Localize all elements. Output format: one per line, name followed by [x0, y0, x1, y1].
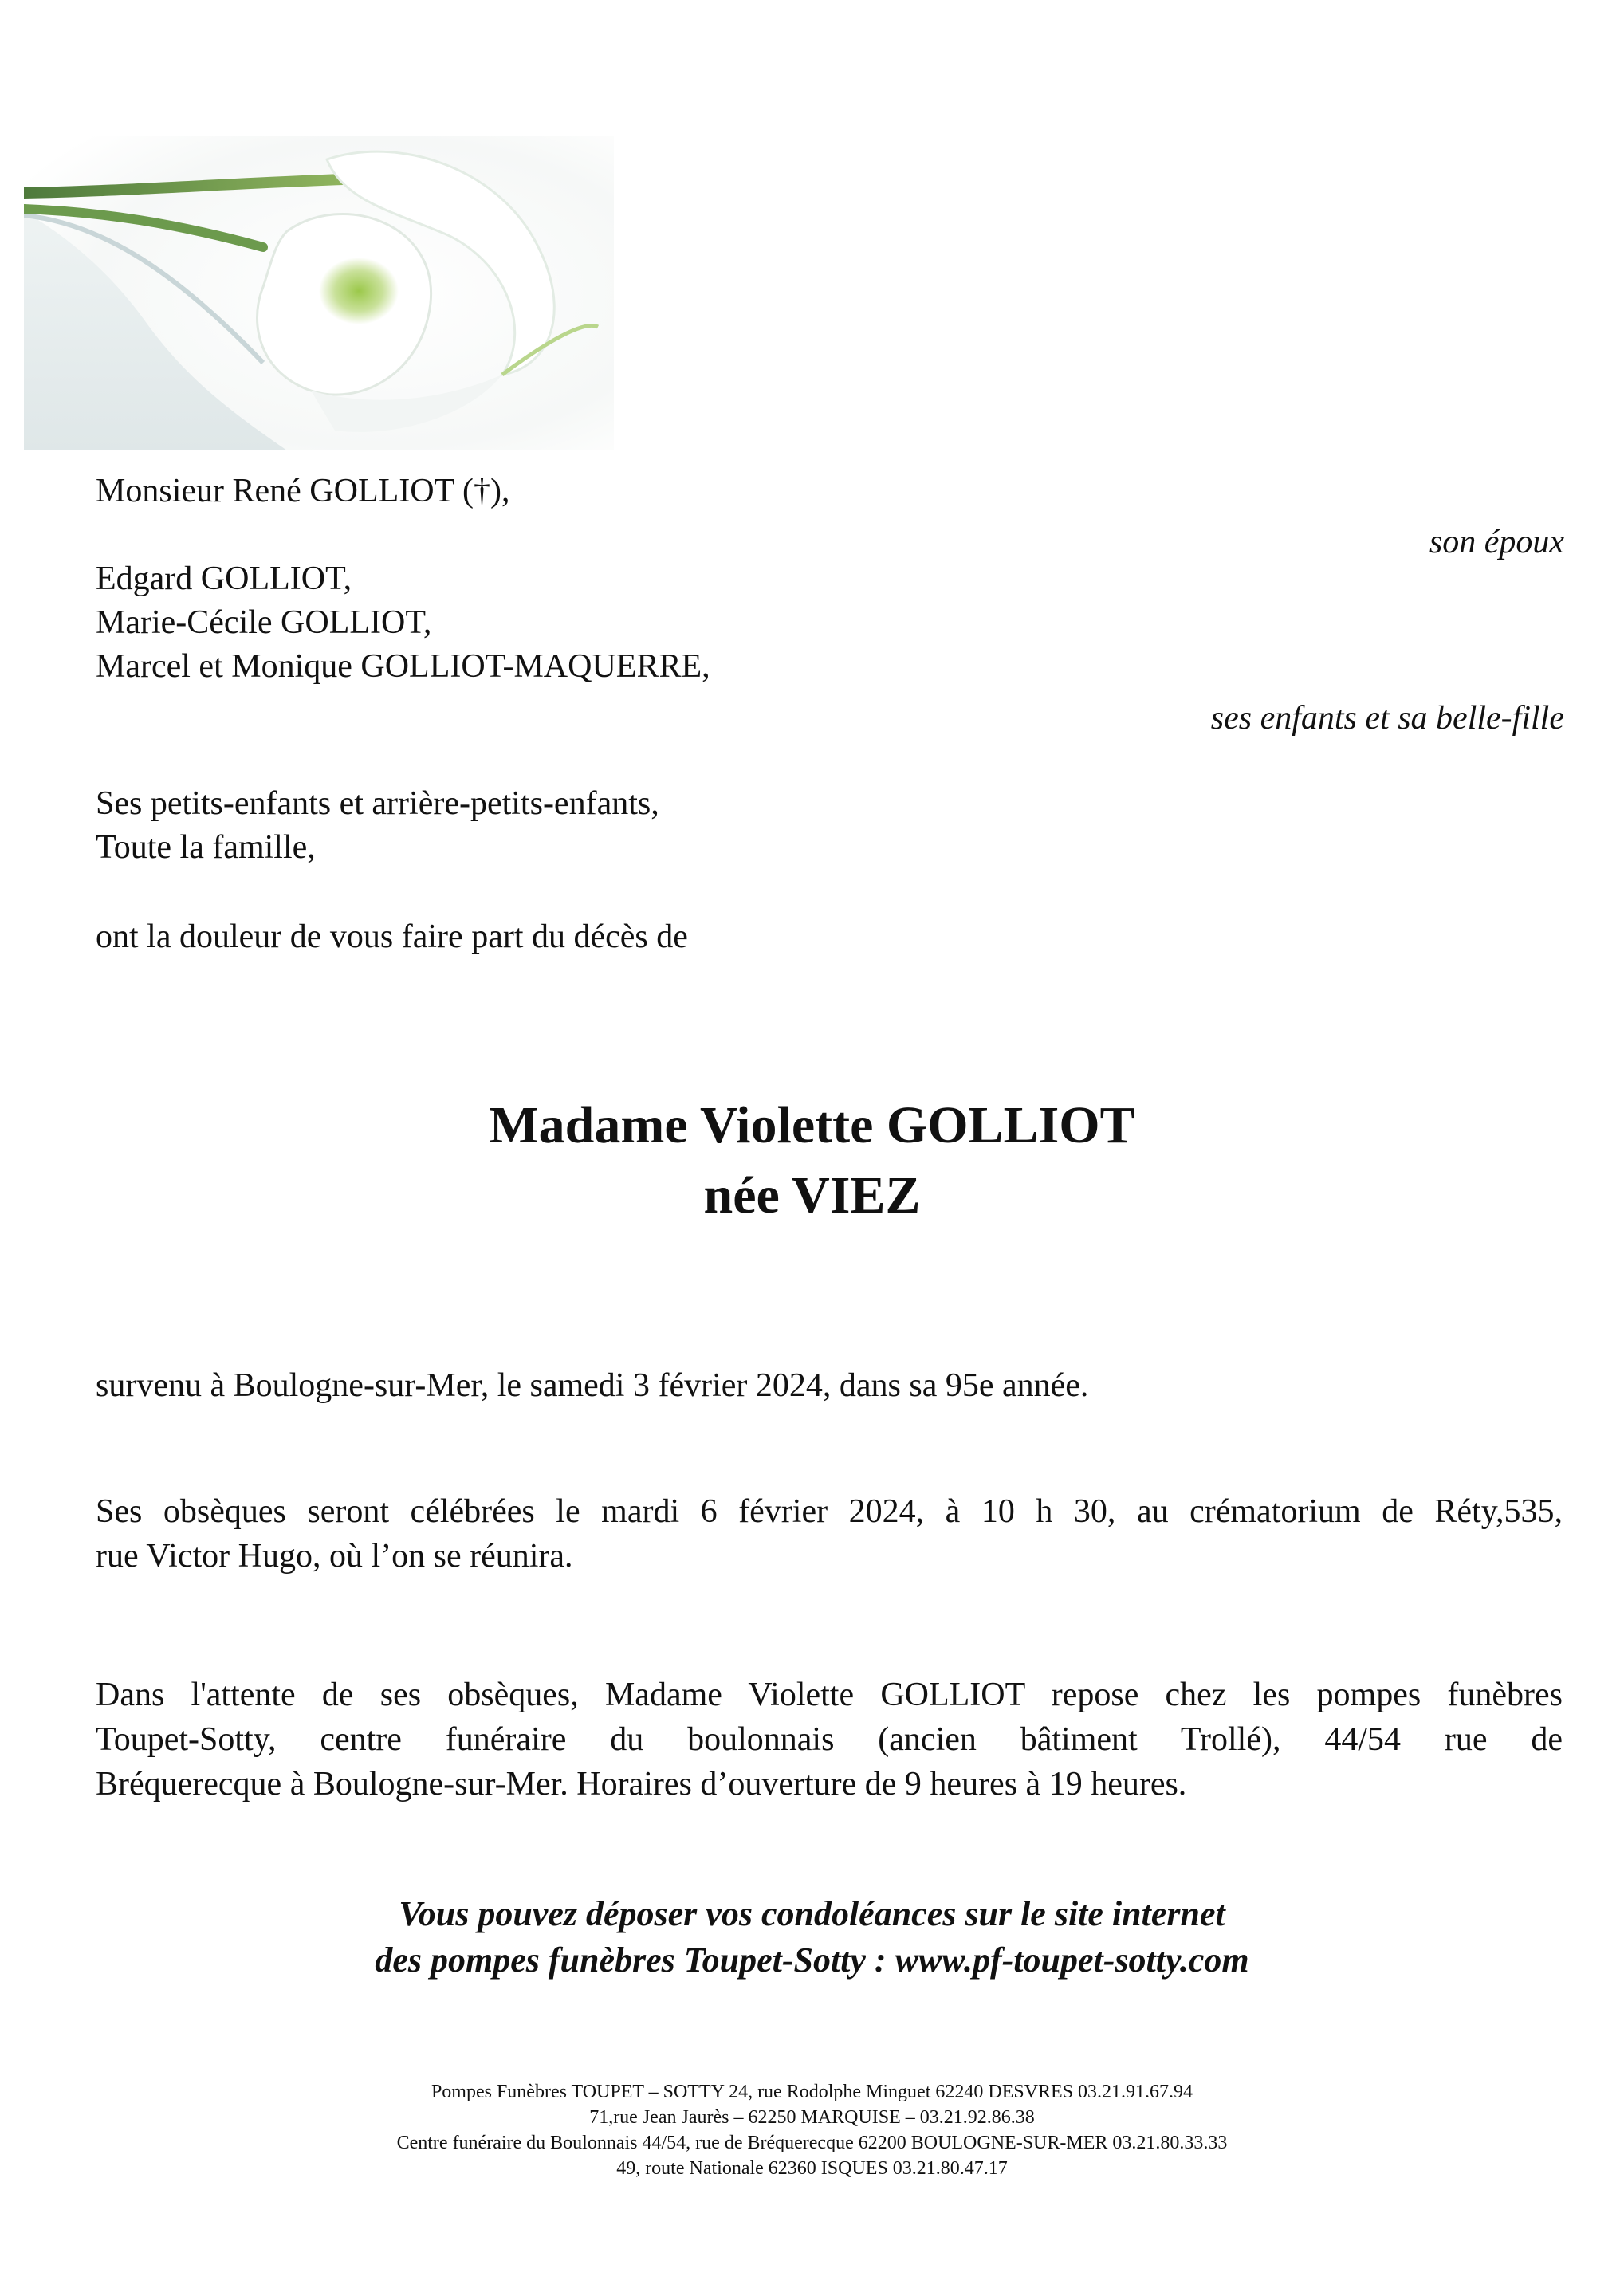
death-info: survenu à Boulogne-sur-Mer, le samedi 3 février 2024, dans sa 95e année. [96, 1367, 1089, 1404]
spouse-name: Monsieur René GOLLIOT (†), [96, 473, 510, 509]
footer-line: 71,rue Jean Jaurès – 62250 MARQUISE – 03.21.92.86.38 [589, 2107, 1035, 2128]
condolences-line: des pompes funèbres Toupet-Sotty : www.pf-toupet-sotty.com [375, 1940, 1249, 1980]
rest-info [96, 1673, 1563, 1807]
funeral-info-line: Ses obsèques seront célébrées le mardi 6 février 2024, à 10 h 30, au crématorium de Réty,535, [96, 1493, 1563, 1530]
child-name: Marie-Cécile GOLLIOT, [96, 604, 432, 641]
calla-lily-image [24, 136, 614, 450]
spouse-role: son époux [1429, 524, 1564, 560]
footer-line: 49, route Nationale 62360 ISQUES 03.21.80.47.17 [616, 2158, 1008, 2179]
footer-line: Centre funéraire du Boulonnais 44/54, rue de Bréquerecque 62200 BOULOGNE-SUR-MER 03.21.80.33.33 [396, 2133, 1228, 2153]
rest-info-line: Dans l'attente de ses obsèques, Madame Violette GOLLIOT repose chez les pompes funèbres [96, 1677, 1563, 1713]
family-line: Toute la famille, [96, 829, 316, 866]
grandchildren-line: Ses petits-enfants et arrière-petits-enfants, [96, 785, 659, 822]
rest-info-line: Toupet-Sotty, centre funéraire du boulonnais (ancien bâtiment Trollé), 44/54 rue de [96, 1721, 1563, 1758]
deceased-name: Madame Violette GOLLIOT [489, 1096, 1135, 1154]
condolences-line: Vous pouvez déposer vos condoléances sur le site internet [399, 1894, 1225, 1933]
footer-line: Pompes Funèbres TOUPET – SOTTY 24, rue Rodolphe Minguet 62240 DESVRES 03.21.91.67.94 [431, 2082, 1193, 2102]
lily-throat [319, 258, 399, 324]
rest-info-line: Bréquerecque à Boulogne-sur-Mer. Horaires d’ouverture de 9 heures à 19 heures. [96, 1766, 1187, 1803]
child-name: Marcel et Monique GOLLIOT-MAQUERRE, [96, 648, 710, 685]
child-name: Edgard GOLLIOT, [96, 560, 352, 597]
deceased-maiden-name: née VIEZ [703, 1166, 921, 1225]
funeral-info [96, 1489, 1563, 1578]
children-role: ses enfants et sa belle-fille [1210, 700, 1564, 737]
funeral-info-line: rue Victor Hugo, où l’on se réunira. [96, 1538, 573, 1575]
announcement: ont la douleur de vous faire part du décès de [96, 918, 688, 955]
